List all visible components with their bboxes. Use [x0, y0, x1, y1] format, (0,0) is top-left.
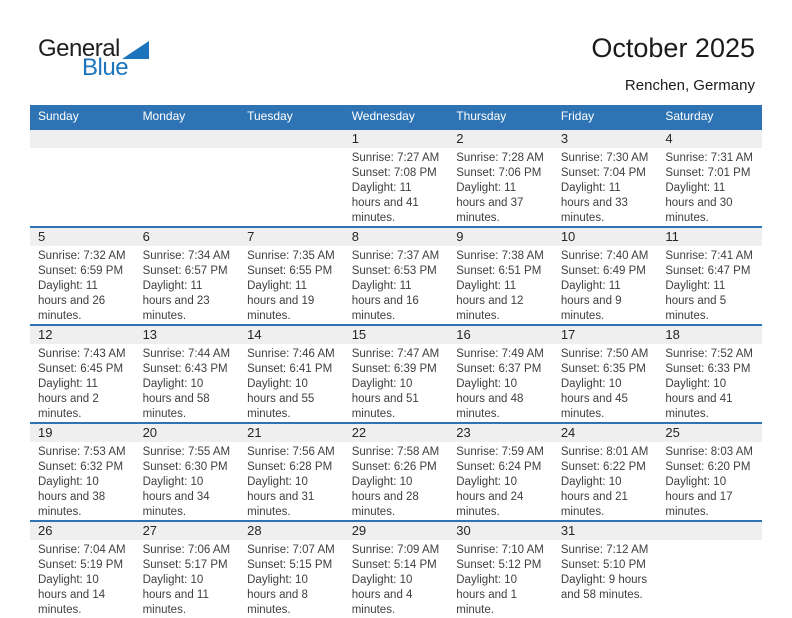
day-info [30, 344, 135, 422]
day-number-band [657, 130, 762, 148]
daylight-text: Daylight: 10 hours and 58 minutes. [142, 378, 210, 420]
daylight-text: Daylight: 11 hours and 5 minutes. [665, 280, 727, 322]
sunrise-text: Sunrise: 7:06 AM [142, 544, 231, 556]
sunrise-text: Sunrise: 7:43 AM [38, 348, 126, 360]
day-number-band [657, 522, 762, 540]
sunset-text: Sunset: 6:35 PM [560, 363, 646, 375]
weekday-header-monday: Monday [135, 105, 240, 129]
day-number-band [239, 130, 344, 148]
day-number-band [344, 424, 449, 442]
day-cell [448, 325, 553, 423]
day-info [657, 442, 762, 520]
day-info [448, 148, 553, 226]
day-number: 20 [142, 425, 158, 440]
daylight-text: Daylight: 10 hours and 34 minutes. [142, 476, 210, 518]
sunset-text: Sunset: 6:20 PM [665, 461, 751, 473]
sunrise-text: Sunrise: 7:53 AM [38, 446, 126, 458]
day-number-band [553, 228, 658, 246]
page-title: October 2025 [591, 33, 755, 63]
day-info [448, 246, 553, 324]
sunrise-text: Sunrise: 7:58 AM [351, 446, 440, 458]
sunrise-text: Sunrise: 7:32 AM [38, 250, 126, 262]
day-cell [553, 129, 658, 227]
day-number-band [553, 326, 658, 344]
daylight-text: Daylight: 11 hours and 30 minutes. [665, 182, 733, 224]
daylight-text: Daylight: 10 hours and 48 minutes. [456, 378, 524, 420]
day-number-band [344, 522, 449, 540]
general-blue-logo [38, 35, 149, 81]
day-info [135, 344, 240, 422]
day-number: 4 [665, 131, 673, 146]
day-number: 21 [247, 425, 262, 440]
calendar-table [30, 105, 762, 618]
day-number: 16 [456, 327, 471, 342]
day-info [344, 148, 449, 226]
sunrise-text: Sunrise: 7:09 AM [351, 544, 440, 556]
daylight-text: Daylight: 10 hours and 11 minutes. [142, 574, 209, 616]
day-number-band [30, 326, 135, 344]
day-number: 13 [142, 327, 158, 342]
sunrise-text: Sunrise: 7:34 AM [142, 250, 231, 262]
day-number: 25 [665, 425, 680, 440]
day-cell [239, 325, 344, 423]
day-number-band [657, 424, 762, 442]
day-number-band [553, 130, 658, 148]
day-number-band [448, 228, 553, 246]
weekday-header-wednesday: Wednesday [344, 105, 449, 129]
daylight-text: Daylight: 10 hours and 8 minutes. [247, 574, 308, 616]
day-number-band [553, 424, 658, 442]
day-number-band [135, 522, 240, 540]
sunrise-text: Sunrise: 7:49 AM [456, 348, 544, 360]
day-cell [344, 521, 449, 618]
day-cell [30, 227, 135, 325]
day-cell [239, 227, 344, 325]
sunrise-text: Sunrise: 7:46 AM [247, 348, 335, 360]
sunset-text: Sunset: 5:12 PM [456, 559, 542, 571]
logo-text-blue: Blue [82, 54, 129, 81]
week-row [30, 129, 762, 227]
day-number-band [30, 424, 135, 442]
sunrise-text: Sunrise: 7:27 AM [351, 152, 440, 164]
day-number: 29 [351, 523, 367, 538]
day-number-band [135, 130, 240, 148]
day-number: 30 [456, 523, 471, 538]
day-number: 1 [351, 131, 359, 146]
day-info [448, 442, 553, 520]
sunrise-text: Sunrise: 8:01 AM [560, 446, 649, 458]
empty-day-cell [30, 129, 135, 227]
day-number: 14 [247, 327, 262, 342]
empty-day-cell [135, 129, 240, 227]
day-number-band [553, 522, 658, 540]
weekday-header-sunday: Sunday [30, 105, 135, 129]
daylight-text: Daylight: 10 hours and 17 minutes. [665, 476, 733, 518]
day-number: 23 [456, 425, 471, 440]
day-info [657, 148, 762, 226]
sunset-text: Sunset: 6:49 PM [560, 265, 646, 277]
day-number: 6 [142, 229, 150, 244]
daylight-text: Daylight: 10 hours and 45 minutes. [560, 378, 628, 420]
day-number: 11 [665, 229, 679, 244]
sunset-text: Sunset: 5:19 PM [38, 559, 124, 571]
daylight-text: Daylight: 10 hours and 24 minutes. [456, 476, 524, 518]
day-number: 19 [38, 425, 53, 440]
day-number-band [30, 228, 135, 246]
day-cell [30, 423, 135, 521]
sunset-text: Sunset: 7:06 PM [456, 167, 542, 179]
sunset-text: Sunset: 6:45 PM [38, 363, 124, 375]
day-number-band [344, 130, 449, 148]
daylight-text: Daylight: 10 hours and 4 minutes. [351, 574, 413, 616]
day-cell [344, 325, 449, 423]
sunrise-text: Sunrise: 7:31 AM [665, 152, 753, 164]
weekday-header-row [30, 105, 762, 129]
daylight-text: Daylight: 9 hours and 58 minutes. [560, 574, 648, 601]
weekday-header-thursday: Thursday [448, 105, 553, 129]
sunset-text: Sunset: 5:10 PM [560, 559, 646, 571]
day-info [30, 540, 135, 618]
sunrise-text: Sunrise: 7:07 AM [247, 544, 335, 556]
day-cell [657, 325, 762, 423]
sunrise-text: Sunrise: 7:52 AM [665, 348, 753, 360]
day-number: 27 [142, 523, 158, 538]
daylight-text: Daylight: 10 hours and 41 minutes. [665, 378, 733, 420]
day-info [657, 246, 762, 324]
day-cell [657, 227, 762, 325]
sunset-text: Sunset: 6:43 PM [142, 363, 228, 375]
daylight-text: Daylight: 10 hours and 31 minutes. [247, 476, 315, 518]
day-info [553, 148, 658, 226]
day-info [553, 442, 658, 520]
day-number-band [448, 522, 553, 540]
day-cell [553, 227, 658, 325]
day-cell [553, 325, 658, 423]
day-info [553, 540, 658, 603]
day-info [239, 246, 344, 324]
day-number-band [657, 228, 762, 246]
day-cell [448, 227, 553, 325]
sunrise-text: Sunrise: 7:56 AM [247, 446, 335, 458]
sunset-text: Sunset: 6:22 PM [560, 461, 646, 473]
day-info [239, 442, 344, 520]
day-cell [657, 423, 762, 521]
day-number: 8 [351, 229, 359, 244]
daylight-text: Daylight: 10 hours and 51 minutes. [351, 378, 419, 420]
sunrise-text: Sunrise: 7:04 AM [38, 544, 126, 556]
sunset-text: Sunset: 6:39 PM [351, 363, 437, 375]
week-row [30, 227, 762, 325]
day-cell [135, 325, 240, 423]
sunrise-text: Sunrise: 7:55 AM [142, 446, 231, 458]
sunset-text: Sunset: 6:47 PM [665, 265, 751, 277]
day-info [448, 344, 553, 422]
day-number-band [30, 130, 135, 148]
day-number: 3 [560, 131, 569, 146]
day-info [30, 246, 135, 324]
sunrise-text: Sunrise: 8:03 AM [665, 446, 753, 458]
day-number-band [135, 228, 240, 246]
sunrise-text: Sunrise: 7:44 AM [142, 348, 231, 360]
sunset-text: Sunset: 6:57 PM [142, 265, 228, 277]
sunrise-text: Sunrise: 7:28 AM [456, 152, 544, 164]
empty-day-cell [239, 129, 344, 227]
daylight-text: Daylight: 10 hours and 14 minutes. [38, 574, 106, 616]
sunset-text: Sunset: 6:41 PM [247, 363, 333, 375]
sunrise-text: Sunrise: 7:37 AM [351, 250, 440, 262]
sunset-text: Sunset: 7:08 PM [351, 167, 437, 179]
day-cell [135, 521, 240, 618]
sunset-text: Sunset: 6:26 PM [351, 461, 437, 473]
day-cell [553, 423, 658, 521]
daylight-text: Daylight: 11 hours and 12 minutes. [456, 280, 524, 322]
day-cell [448, 129, 553, 227]
sunset-text: Sunset: 5:15 PM [247, 559, 333, 571]
day-number-band [239, 522, 344, 540]
daylight-text: Daylight: 10 hours and 38 minutes. [38, 476, 106, 518]
sunset-text: Sunset: 6:53 PM [351, 265, 437, 277]
sunrise-text: Sunrise: 7:10 AM [456, 544, 544, 556]
daylight-text: Daylight: 11 hours and 16 minutes. [351, 280, 419, 322]
day-number: 22 [351, 425, 367, 440]
logo-text-general: General [38, 35, 120, 62]
page-location: Renchen, Germany [624, 77, 755, 94]
sunrise-text: Sunrise: 7:59 AM [456, 446, 544, 458]
sunset-text: Sunset: 6:33 PM [665, 363, 751, 375]
sunset-text: Sunset: 6:59 PM [38, 265, 124, 277]
daylight-text: Daylight: 11 hours and 41 minutes. [351, 182, 419, 224]
day-number: 24 [560, 425, 576, 440]
day-info [135, 540, 240, 618]
weekday-header-friday: Friday [553, 105, 658, 129]
day-info [135, 442, 240, 520]
day-number: 17 [560, 327, 576, 342]
day-number-band [448, 424, 553, 442]
sunrise-text: Sunrise: 7:50 AM [560, 348, 649, 360]
day-cell [448, 521, 553, 618]
day-info [553, 344, 658, 422]
day-number-band [448, 130, 553, 148]
day-number-band [344, 326, 449, 344]
week-row [30, 423, 762, 521]
day-info [657, 344, 762, 422]
sunset-text: Sunset: 6:30 PM [142, 461, 228, 473]
day-cell [344, 423, 449, 521]
sunrise-text: Sunrise: 7:12 AM [560, 544, 649, 556]
sunset-text: Sunset: 6:32 PM [38, 461, 124, 473]
day-cell [657, 129, 762, 227]
day-info [553, 246, 658, 324]
day-info [30, 442, 135, 520]
day-number: 2 [456, 131, 464, 146]
week-row [30, 521, 762, 618]
day-number-band [657, 326, 762, 344]
sunrise-text: Sunrise: 7:47 AM [351, 348, 440, 360]
day-number: 7 [247, 229, 255, 244]
sunrise-text: Sunrise: 7:40 AM [560, 250, 649, 262]
day-info [239, 540, 344, 618]
day-info [344, 540, 449, 618]
daylight-text: Daylight: 11 hours and 26 minutes. [38, 280, 106, 322]
day-number-band [135, 326, 240, 344]
sunrise-text: Sunrise: 7:35 AM [247, 250, 335, 262]
day-number: 18 [665, 327, 680, 342]
day-info [344, 246, 449, 324]
day-number: 10 [560, 229, 576, 244]
daylight-text: Daylight: 11 hours and 9 minutes. [560, 280, 622, 322]
day-info [135, 246, 240, 324]
sunset-text: Sunset: 6:37 PM [456, 363, 542, 375]
sunset-text: Sunset: 7:04 PM [560, 167, 646, 179]
sunset-text: Sunset: 6:55 PM [247, 265, 333, 277]
day-cell [135, 423, 240, 521]
day-number-band [448, 326, 553, 344]
sunset-text: Sunset: 6:28 PM [247, 461, 333, 473]
sunrise-text: Sunrise: 7:41 AM [665, 250, 753, 262]
day-info [344, 344, 449, 422]
day-number: 9 [456, 229, 464, 244]
calendar-body [30, 129, 762, 618]
sunset-text: Sunset: 6:51 PM [456, 265, 542, 277]
daylight-text: Daylight: 10 hours and 28 minutes. [351, 476, 419, 518]
day-number-band [239, 326, 344, 344]
day-number: 28 [247, 523, 262, 538]
sunset-text: Sunset: 7:01 PM [665, 167, 751, 179]
day-number-band [239, 228, 344, 246]
day-number-band [135, 424, 240, 442]
day-cell [553, 521, 658, 618]
day-cell [30, 521, 135, 618]
day-info [448, 540, 553, 618]
daylight-text: Daylight: 11 hours and 37 minutes. [456, 182, 524, 224]
day-number: 15 [351, 327, 367, 342]
sunset-text: Sunset: 5:17 PM [142, 559, 228, 571]
day-cell [239, 423, 344, 521]
daylight-text: Daylight: 11 hours and 23 minutes. [142, 280, 210, 322]
day-number: 31 [560, 523, 576, 538]
day-cell [448, 423, 553, 521]
weekday-header-tuesday: Tuesday [239, 105, 344, 129]
daylight-text: Daylight: 10 hours and 21 minutes. [560, 476, 628, 518]
day-number: 26 [38, 523, 53, 538]
empty-day-cell [657, 521, 762, 618]
day-number: 5 [38, 229, 46, 244]
day-number-band [30, 522, 135, 540]
day-info [239, 344, 344, 422]
daylight-text: Daylight: 10 hours and 1 minute. [456, 574, 517, 616]
daylight-text: Daylight: 11 hours and 33 minutes. [560, 182, 628, 224]
daylight-text: Daylight: 11 hours and 19 minutes. [247, 280, 315, 322]
sunset-text: Sunset: 6:24 PM [456, 461, 542, 473]
sunrise-text: Sunrise: 7:38 AM [456, 250, 544, 262]
day-number: 12 [38, 327, 53, 342]
daylight-text: Daylight: 10 hours and 55 minutes. [247, 378, 315, 420]
day-number-band [239, 424, 344, 442]
day-cell [135, 227, 240, 325]
day-cell [344, 227, 449, 325]
day-info [344, 442, 449, 520]
sunset-text: Sunset: 5:14 PM [351, 559, 437, 571]
day-cell [239, 521, 344, 618]
day-cell [344, 129, 449, 227]
day-cell [30, 325, 135, 423]
week-row [30, 325, 762, 423]
sunrise-text: Sunrise: 7:30 AM [560, 152, 649, 164]
weekday-header-saturday: Saturday [657, 105, 762, 129]
day-number-band [344, 228, 449, 246]
daylight-text: Daylight: 11 hours and 2 minutes. [38, 378, 99, 420]
